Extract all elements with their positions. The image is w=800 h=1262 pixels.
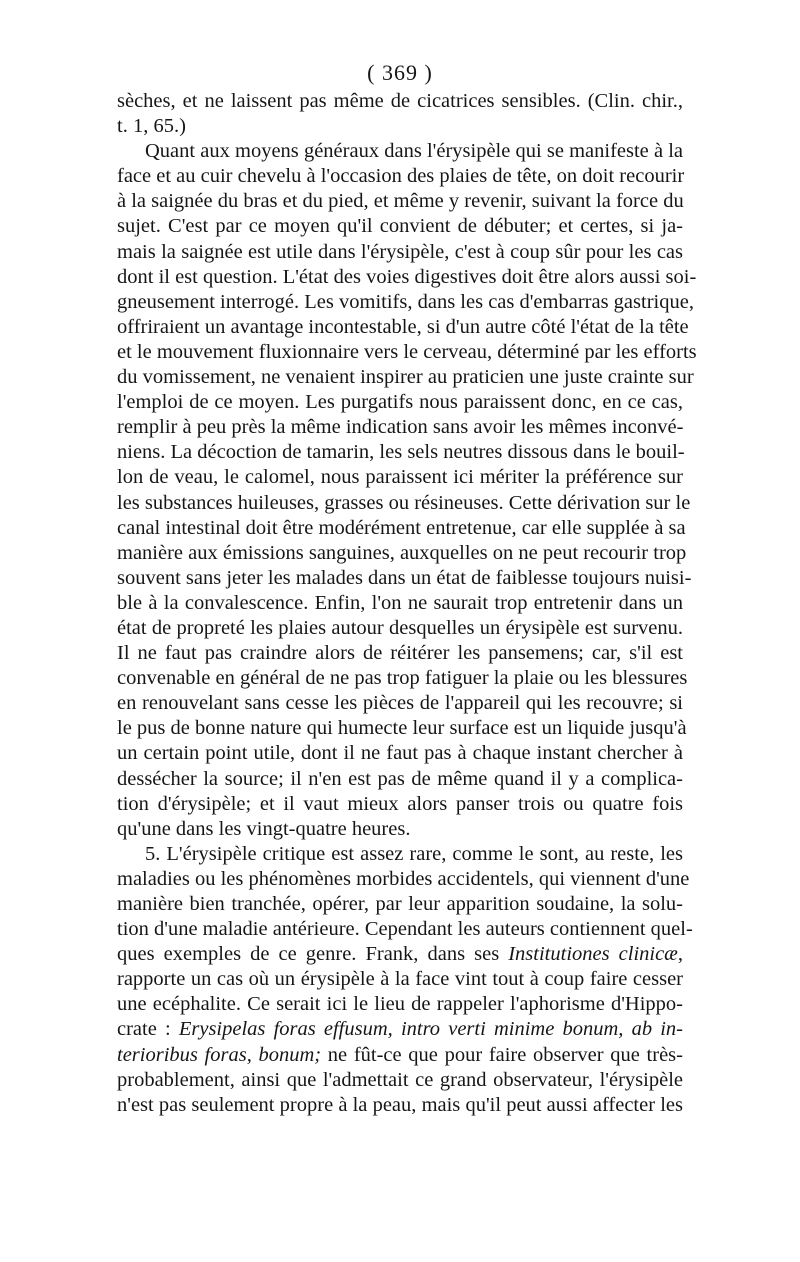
text-line: sèches, et ne laissent pas même de cicatrices sensibles. (Clin. chir.,	[117, 90, 683, 112]
body-text	[117, 89, 697, 1118]
text-line: probablement, ainsi que l'admettait ce grand observateur, l'érysipèle	[117, 1068, 683, 1091]
text-line: n'est pas seulement propre à la peau, mais qu'il peut aussi affecter les	[117, 1093, 683, 1116]
text-line: manière aux émissions sanguines, auxquelles on ne peut recourir trop	[117, 541, 687, 564]
text-line: du vomissement, ne venaient inspirer au praticien une juste crainte sur	[117, 366, 694, 389]
text-line: niens. La décoction de tamarin, les sels neutres dissous dans le bouil-	[117, 441, 685, 464]
text-line: et le mouvement fluxionnaire vers le cerveau, déterminé par les efforts	[117, 340, 697, 363]
text-line: à la saignée du bras et du pied, et même y revenir, suivant la force du	[117, 190, 684, 213]
text-line: mais la saignée est utile dans l'érysipèle, c'est à coup sûr pour les cas	[117, 240, 683, 263]
text-line	[117, 1017, 683, 1042]
italic-aphorism: terioribus foras, bonum;	[117, 1043, 322, 1066]
text-line: remplir à peu près la même indication sans avoir les mêmes inconvé-	[117, 416, 684, 439]
text-line: l'emploi de ce moyen. Les purgatifs nous paraissent donc, en ce cas,	[117, 391, 683, 414]
text-line: canal intestinal doit être modérément entretenue, car elle supplée à sa	[117, 516, 686, 539]
text-line: qu'une dans les vingt-quatre heures.	[117, 817, 411, 840]
paragraph-start-line: 5. L'érysipèle critique est assez rare, comme le sont, au reste, les	[145, 842, 683, 865]
text-line: Il ne faut pas craindre alors de réitérer les pansemens; car, s'il est	[117, 642, 683, 665]
page-number: ( 369 )	[367, 60, 433, 85]
text-line: souvent sans jeter les malades dans un état de faiblesse toujours nuisi-	[117, 566, 692, 589]
text-line	[117, 1043, 683, 1068]
line-text: ,	[677, 943, 683, 966]
text-line: convenable en général de ne pas trop fatiguer la plaie ou les blessures	[117, 667, 688, 690]
text-line: lon de veau, le calomel, nous paraissent ici mériter la préférence sur	[117, 466, 683, 489]
line-text: crate :	[117, 1018, 179, 1041]
italic-aphorism: Erysipelas foras effusum, intro verti minime bonum, ab in-	[178, 1018, 684, 1041]
text-line: tion d'érysipèle; et il vaut mieux alors panser trois ou quatre fois	[117, 792, 683, 815]
text-line: manière bien tranchée, opérer, par leur apparition soudaine, la solu-	[117, 893, 683, 915]
text-line: tion d'une maladie antérieure. Cependant les auteurs contiennent quel-	[117, 918, 693, 941]
text-line: face et au cuir chevelu à l'occasion des plaies de tête, on doit recourir	[117, 165, 685, 188]
text-line	[117, 942, 683, 967]
italic-title: Institutiones clinicæ	[508, 943, 678, 966]
text-line: dessécher la source; il n'en est pas de même quand il y a complica-	[117, 767, 683, 790]
text-line: gneusement interrogé. Les vomitifs, dans les cas d'embarras gastrique,	[117, 290, 694, 313]
paragraph-start-line: Quant aux moyens généraux dans l'érysipèle qui se manifeste à la	[145, 140, 683, 163]
text-line: ble à la convalescence. Enfin, l'on ne saurait trop entretenir dans un	[117, 591, 683, 614]
text-line: sujet. C'est par ce moyen qu'il convient de débuter; et certes, si ja-	[117, 215, 683, 238]
text-line: offriraient un avantage incontestable, si d'un autre côté l'état de la tête	[117, 315, 689, 338]
text-line: t. 1, 65.)	[117, 115, 186, 138]
text-line: maladies ou les phénomènes morbides accidentels, qui viennent d'une	[117, 867, 690, 890]
text-line: le pus de bonne nature qui humecte leur surface est un liquide jusqu'à	[117, 717, 687, 740]
text-line: les substances huileuses, grasses ou résineuses. Cette dérivation sur le	[117, 491, 691, 514]
line-text: ques exemples de ce genre. Frank, dans ses	[117, 943, 509, 966]
text-line: dont il est question. L'état des voies digestives doit être alors aussi soi-	[117, 265, 697, 288]
text-line: rapporte un cas où un érysipèle à la face vint tout à coup faire cesser	[117, 968, 683, 991]
text-line: un certain point utile, dont il ne faut pas à chaque instant chercher à	[117, 742, 683, 765]
text-line: état de propreté les plaies autour desquelles un érysipèle est survenu.	[117, 616, 683, 639]
line-text: ne fût-ce que pour faire observer que très-	[321, 1043, 683, 1066]
text-line: une ecéphalite. Ce serait ici le lieu de rappeler l'aphorisme d'Hippo-	[117, 993, 683, 1016]
text-line: en renouvelant sans cesse les pièces de l'appareil qui les recouvre; si	[117, 692, 683, 715]
